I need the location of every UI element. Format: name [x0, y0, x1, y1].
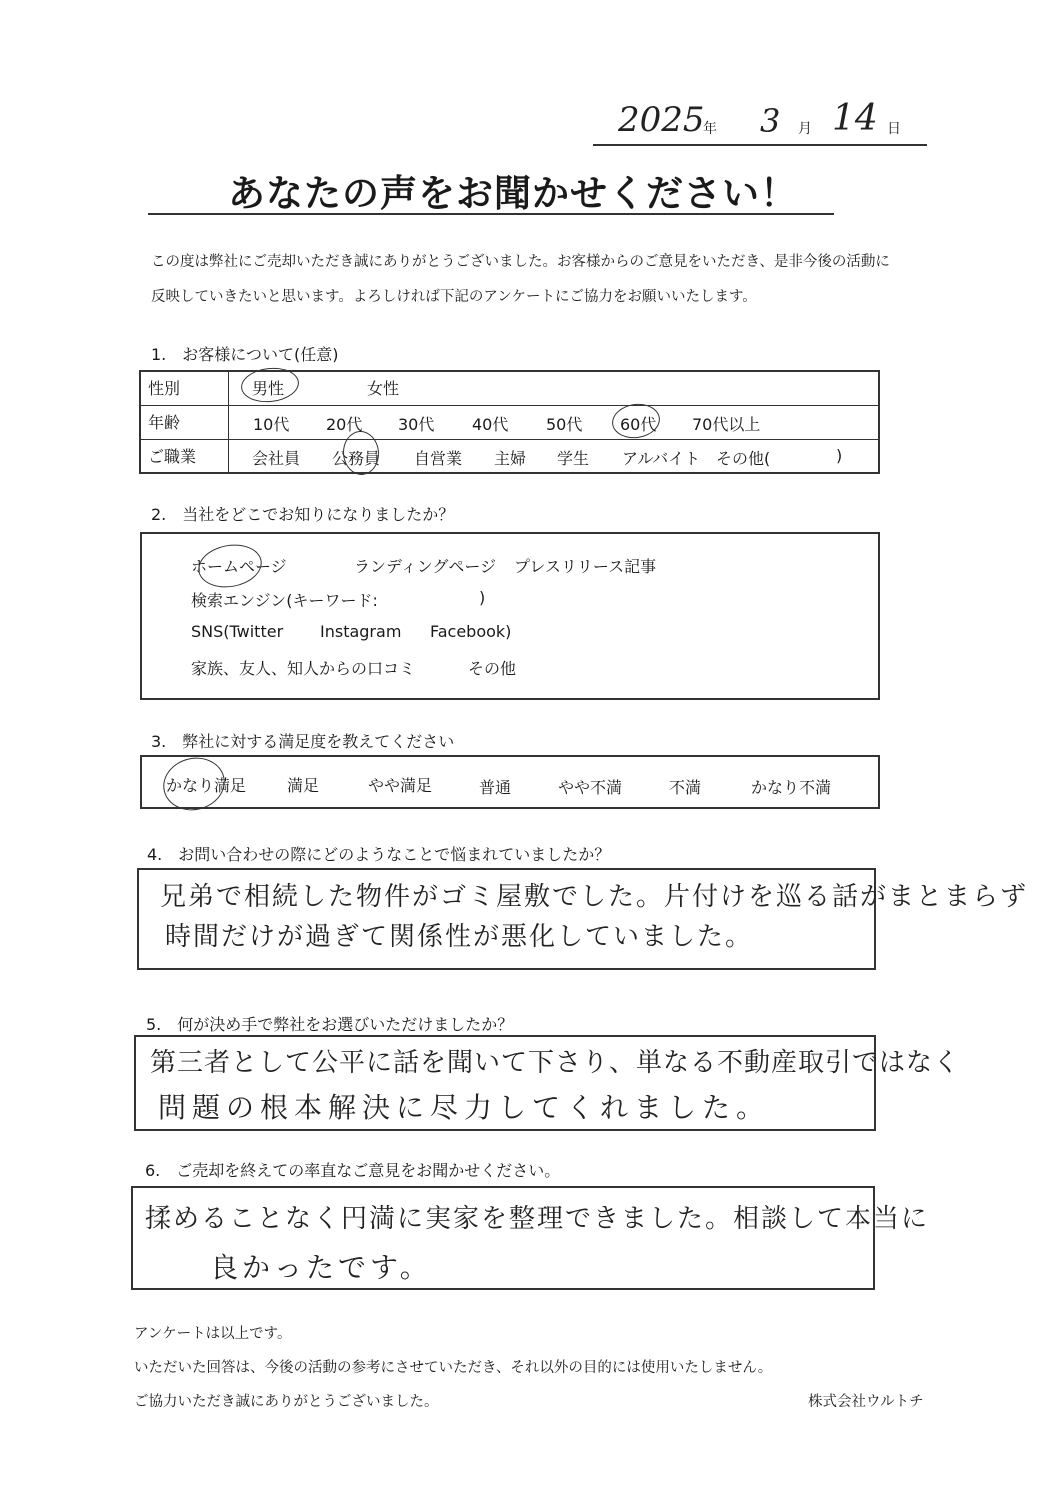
q2-search-engine[interactable]: 検索エンジン(キーワード: [191, 591, 378, 610]
q2-other[interactable]: その他 [468, 659, 517, 678]
q1-age-10s[interactable]: 10代 [253, 415, 290, 434]
q1-age-20s[interactable]: 20代 [326, 415, 363, 434]
q6-answer-line-2: 良かったです。 [210, 1251, 432, 1284]
q1-age-50s[interactable]: 50代 [546, 415, 583, 434]
q3-somewhat-satisfied[interactable]: やや満足 [368, 776, 433, 795]
intro-line-1: この度は弊社にご売却いただき誠にありがとうございました。お客様からのご意見をいただき、是非今後の活動に [151, 254, 890, 270]
date-underline [593, 144, 927, 146]
q1-job-self-employed[interactable]: 自営業 [414, 449, 463, 468]
q3-very-dissatisfied[interactable]: かなり不満 [751, 778, 832, 797]
date-day-unit: 日 [887, 121, 901, 137]
q4-answer-line-2: 時間だけが過ぎて関係性が悪化していました。 [165, 922, 754, 952]
q1-job-other-close: ) [836, 446, 843, 465]
q1-job-other[interactable]: その他( [716, 449, 771, 468]
q1-gender-female[interactable]: 女性 [367, 379, 400, 398]
q1-age-60s[interactable]: 60代 [620, 415, 657, 434]
q1-gender-label: 性別 [148, 379, 181, 398]
q4-heading: 4. お問い合わせの際にどのようなことで悩まれていましたか？ [147, 845, 611, 864]
intro-line-2: 反映していきたいと思います。よろしければ下記のアンケートにご協力をお願いいたします。 [151, 289, 757, 305]
title-underline [148, 213, 834, 215]
q2-press-release[interactable]: プレスリリース記事 [514, 557, 657, 576]
q2-search-close: ) [479, 588, 486, 607]
page-title: あなたの声をお聞かせください！ [228, 172, 798, 215]
q3-neutral[interactable]: 普通 [479, 778, 512, 797]
footer-line-2: いただいた回答は、今後の活動の参考にさせていただき、それ以外の目的には使用いたしません。 [134, 1360, 773, 1376]
q6-answer-line-1: 揉めることなく円満に実家を整理できました。相談して本当に [145, 1204, 930, 1234]
company-name: 株式会社ウルトチ [808, 1394, 924, 1410]
footer-line-3: ご協力いただき誠にありがとうございました。 [134, 1394, 439, 1410]
q2-word-of-mouth[interactable]: 家族、友人、知人からの口コミ [191, 659, 416, 678]
date-day: 14 [832, 98, 878, 139]
q1-job-employee[interactable]: 会社員 [252, 449, 301, 468]
q1-job-parttime[interactable]: アルバイト [622, 449, 701, 468]
q2-homepage[interactable]: ホームページ [191, 557, 287, 576]
q3-dissatisfied[interactable]: 不満 [669, 778, 702, 797]
q1-job-housewife[interactable]: 主婦 [494, 449, 527, 468]
q6-heading: 6. ご売却を終えての率直なご意見をお聞かせください。 [145, 1161, 561, 1180]
q1-gender-male[interactable]: 男性 [252, 379, 285, 398]
q1-heading: 1. お客様について(任意) [151, 345, 339, 364]
q1-age-70plus[interactable]: 70代以上 [692, 415, 761, 434]
q3-somewhat-dissatisfied[interactable]: やや不満 [558, 778, 623, 797]
q3-very-satisfied[interactable]: かなり満足 [166, 776, 247, 795]
q1-job-label: ご職業 [148, 447, 197, 466]
q3-satisfied[interactable]: 満足 [287, 776, 320, 795]
q2-sns-twitter[interactable]: SNS(Twitter [191, 622, 284, 641]
q1-age-30s[interactable]: 30代 [398, 415, 435, 434]
q1-age-label: 年齢 [148, 413, 181, 432]
q1-job-civil-servant[interactable]: 公務員 [332, 449, 381, 468]
q2-heading: 2. 当社をどこでお知りになりましたか？ [151, 505, 455, 524]
q5-answer-line-1: 第三者として公平に話を聞いて下さり、単なる不動産取引ではなく [150, 1048, 961, 1078]
date-year: 2025 [618, 100, 705, 140]
q1-age-40s[interactable]: 40代 [472, 415, 509, 434]
date-year-unit: 年 [703, 121, 717, 137]
q1-job-student[interactable]: 学生 [557, 449, 590, 468]
q2-sns-instagram[interactable]: Instagram [320, 622, 402, 641]
date-month-unit: 月 [798, 121, 812, 137]
q2-sns-facebook[interactable]: Facebook) [430, 622, 512, 641]
date-month: 3 [760, 102, 781, 140]
q3-heading: 3. 弊社に対する満足度を教えてください [151, 732, 455, 751]
q5-answer-line-2: 問題の根本解決に尽力してくれました。 [158, 1091, 771, 1124]
footer-line-1: アンケートは以上です。 [134, 1326, 292, 1342]
q5-heading: 5. 何が決め手で弊社をお選びいただけましたか？ [146, 1015, 514, 1034]
q2-landing-page[interactable]: ランディングページ [354, 557, 497, 576]
q4-answer-line-1: 兄弟で相続した物件がゴミ屋敷でした。片付けを巡る話がまとまらず [160, 882, 1029, 912]
